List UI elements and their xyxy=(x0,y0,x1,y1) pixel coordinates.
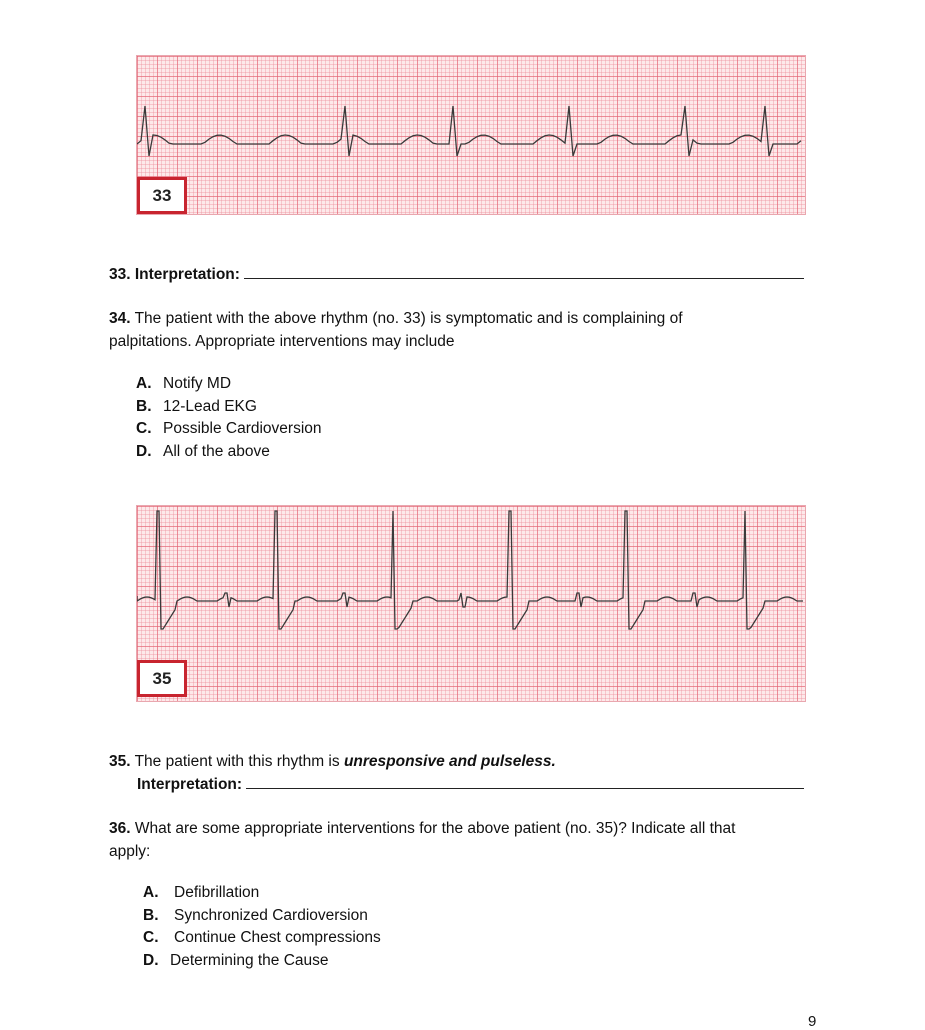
page-number: 9 xyxy=(808,1013,817,1030)
question-35-label: Interpretation: xyxy=(137,776,243,793)
question-36-number: 36. xyxy=(109,820,131,837)
option-text: Possible Cardioversion xyxy=(163,420,322,437)
option-text: All of the above xyxy=(163,442,270,460)
option-letter: A. xyxy=(136,375,152,392)
option-letter: C. xyxy=(143,929,159,946)
option-34-d[interactable] xyxy=(136,441,322,464)
question-36-text-line1: What are some appropriate interventions for the above patient (no. 35)? Indicate all that xyxy=(134,820,736,837)
question-36-options xyxy=(143,882,381,972)
option-text: 12-Lead EKG xyxy=(163,397,257,415)
ecg-trace-35 xyxy=(137,506,805,701)
question-33-label: Interpretation: xyxy=(134,266,240,283)
strip-label-33: 33 xyxy=(137,177,187,214)
option-letter: B. xyxy=(143,906,159,924)
question-35-text: The patient with this rhythm is xyxy=(134,753,340,770)
option-text: Notify MD xyxy=(163,375,232,392)
option-letter: D. xyxy=(143,951,159,969)
question-34-number: 34. xyxy=(109,310,131,327)
option-36-a[interactable] xyxy=(143,882,381,905)
ecg-strip-33 xyxy=(136,55,806,215)
option-text: Defibrillation xyxy=(174,884,260,901)
option-text: Continue Chest compressions xyxy=(174,929,381,946)
option-text: Synchronized Cardioversion xyxy=(174,906,368,924)
strip-label-35: 35 xyxy=(137,660,187,697)
question-34 xyxy=(109,307,683,353)
question-33-number: 33. xyxy=(109,266,131,283)
question-34-text-line1: The patient with the above rhythm (no. 33) is symptomatic and is complaining of xyxy=(134,310,683,327)
option-36-b[interactable] xyxy=(143,905,381,928)
option-36-d[interactable] xyxy=(143,950,381,973)
option-34-b[interactable] xyxy=(136,396,322,419)
ecg-trace-33 xyxy=(137,56,805,214)
question-34-text-line2: palpitations. Appropriate interventions may include xyxy=(109,333,455,350)
option-letter: D. xyxy=(136,442,152,460)
ecg-strip-35 xyxy=(136,505,806,702)
question-35-number: 35. xyxy=(109,753,131,770)
option-letter: C. xyxy=(136,420,152,437)
option-letter: A. xyxy=(143,884,159,901)
option-letter: B. xyxy=(136,397,152,415)
interpretation-33-answer-line[interactable] xyxy=(244,264,804,279)
interpretation-35-answer-line[interactable] xyxy=(246,774,804,789)
option-text: Determining the Cause xyxy=(170,951,329,969)
option-34-c[interactable] xyxy=(136,418,322,441)
question-35 xyxy=(109,750,804,796)
question-34-options xyxy=(136,373,322,463)
question-33 xyxy=(109,263,804,286)
question-36-text-line2: apply: xyxy=(109,843,151,860)
question-35-emphasis: unresponsive and pulseless. xyxy=(343,753,556,770)
question-36 xyxy=(109,817,735,863)
option-36-c[interactable] xyxy=(143,927,381,950)
option-34-a[interactable] xyxy=(136,373,322,396)
